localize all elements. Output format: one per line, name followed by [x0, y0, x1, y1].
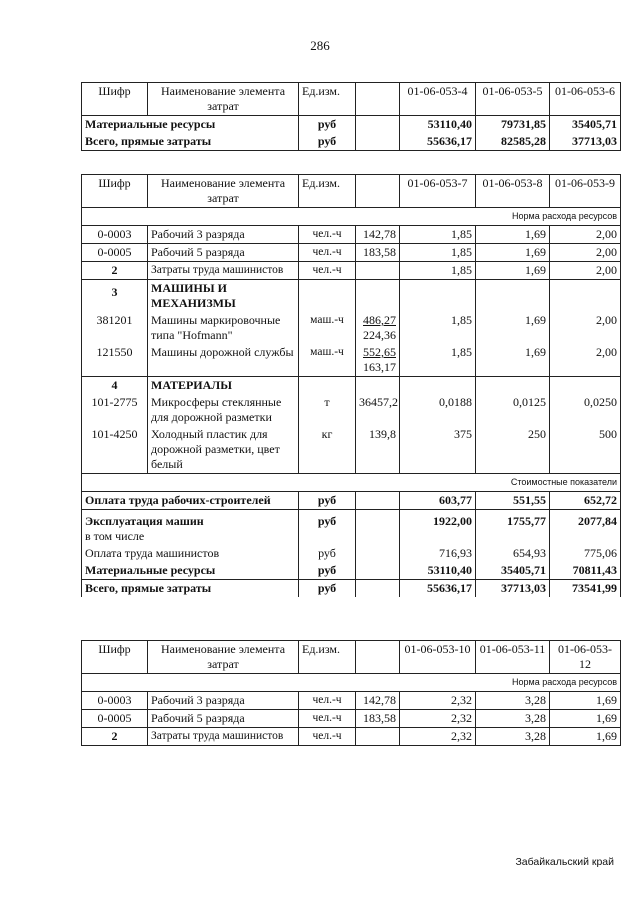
norm-label-row	[82, 208, 621, 226]
table-row	[82, 312, 621, 344]
row-value-2: 79731,85	[476, 116, 550, 134]
row-value-2: 1,69	[476, 312, 550, 344]
row-price: 183,58	[356, 244, 400, 262]
header-unit: Ед.изм.	[299, 175, 356, 208]
row-name: Материальные ресурсы	[82, 116, 299, 134]
table-row	[82, 394, 621, 426]
cost-label: Стоимостные показатели	[82, 474, 621, 492]
cost-value-1: 53110,40	[400, 562, 476, 580]
row-code: 2	[82, 728, 148, 746]
cost-unit: руб	[299, 580, 356, 598]
row-price: 486,27 224,36	[356, 312, 400, 344]
table-row	[82, 133, 621, 151]
row-code: 121550	[82, 344, 148, 377]
header-price	[356, 175, 400, 208]
cost-name: Оплата труда машинистов	[82, 545, 299, 562]
row-value-3: 35405,71	[550, 116, 621, 134]
row-code: 101-2775	[82, 394, 148, 426]
cost-value-2: 37713,03	[476, 580, 550, 598]
cost-name: Всего, прямые затраты	[82, 580, 299, 598]
row-value-3: 1,69	[550, 728, 621, 746]
row-unit: чел.-ч	[299, 244, 356, 262]
row-name: Микросферы стеклянные для дорожной разметки	[148, 394, 299, 426]
cost-value-2: 1755,77	[476, 510, 550, 546]
row-price: 552,65 163,17	[356, 344, 400, 377]
section-code: 4	[82, 377, 148, 395]
cost-row	[82, 510, 621, 546]
row-value-2: 250	[476, 426, 550, 474]
header-name: Наименование элемента затрат	[148, 83, 299, 116]
row-code: 381201	[82, 312, 148, 344]
section-title: МАШИНЫ И МЕХАНИЗМЫ	[148, 280, 299, 313]
norm-label-row	[82, 674, 621, 692]
row-price: 183,58	[356, 710, 400, 728]
header-code-1: 01-06-053-4	[400, 83, 476, 116]
row-name: Холодный пластик для дорожной разметки, цвет белый	[148, 426, 299, 474]
section-title: МАТЕРИАЛЫ	[148, 377, 299, 395]
row-unit: маш.-ч	[299, 344, 356, 377]
header-code: Шифр	[82, 175, 148, 208]
cost-label-row	[82, 474, 621, 492]
cost-row	[82, 492, 621, 510]
table-row	[82, 116, 621, 134]
section-code: 3	[82, 280, 148, 313]
row-value-2: 0,0125	[476, 394, 550, 426]
row-value-2: 3,28	[476, 728, 550, 746]
table-row	[82, 728, 621, 746]
row-name: Затраты труда машинистов	[148, 262, 299, 280]
section-row-materials	[82, 377, 621, 395]
cost-value-1: 603,77	[400, 492, 476, 510]
row-value-1: 53110,40	[400, 116, 476, 134]
header-name: Наименование элемента затрат	[148, 175, 299, 208]
header-code-2: 01-06-053-11	[476, 641, 550, 674]
cost-value-2: 35405,71	[476, 562, 550, 580]
header-name: Наименование элемента затрат	[148, 641, 299, 674]
table-2-header	[82, 175, 621, 208]
row-unit: маш.-ч	[299, 312, 356, 344]
row-unit: руб	[299, 116, 356, 134]
row-unit: чел.-ч	[299, 262, 356, 280]
row-value-3: 1,69	[550, 710, 621, 728]
row-price: 142,78	[356, 692, 400, 710]
row-value-1: 2,32	[400, 692, 476, 710]
table-row	[82, 710, 621, 728]
table-row	[82, 226, 621, 244]
table-row	[82, 244, 621, 262]
row-code: 2	[82, 262, 148, 280]
row-value-3: 2,00	[550, 312, 621, 344]
cost-row	[82, 562, 621, 580]
table-1-header	[82, 83, 621, 116]
cost-value-3: 2077,84	[550, 510, 621, 546]
row-code: 0-0003	[82, 692, 148, 710]
row-value-3: 500	[550, 426, 621, 474]
cost-row	[82, 545, 621, 562]
row-value-3: 37713,03	[550, 133, 621, 151]
row-unit: руб	[299, 133, 356, 151]
row-value-3: 2,00	[550, 244, 621, 262]
header-code: Шифр	[82, 641, 148, 674]
row-value-2: 1,69	[476, 262, 550, 280]
norm-label: Норма расхода ресурсов	[82, 674, 621, 692]
table-row	[82, 692, 621, 710]
row-name: Рабочий 5 разряда	[148, 244, 299, 262]
row-unit: чел.-ч	[299, 728, 356, 746]
row-value-1: 375	[400, 426, 476, 474]
row-value-1: 1,85	[400, 226, 476, 244]
row-code: 101-4250	[82, 426, 148, 474]
header-unit: Ед.изм.	[299, 83, 356, 116]
row-value-1: 2,32	[400, 710, 476, 728]
row-price: 139,8	[356, 426, 400, 474]
row-value-1: 1,85	[400, 344, 476, 377]
header-code-2: 01-06-053-5	[476, 83, 550, 116]
row-unit: чел.-ч	[299, 692, 356, 710]
table-3	[81, 640, 621, 746]
row-value-1: 55636,17	[400, 133, 476, 151]
row-unit: чел.-ч	[299, 226, 356, 244]
row-value-2: 3,28	[476, 692, 550, 710]
row-unit: т	[299, 394, 356, 426]
row-value-1: 1,85	[400, 244, 476, 262]
row-value-1: 1,85	[400, 312, 476, 344]
header-price	[356, 83, 400, 116]
row-value-1: 0,0188	[400, 394, 476, 426]
row-value-3: 2,00	[550, 262, 621, 280]
cost-unit: руб	[299, 562, 356, 580]
table-1	[81, 82, 621, 151]
page-number: 286	[310, 38, 330, 53]
cost-name: Эксплуатация машин в том числе	[82, 510, 299, 546]
row-price: 36457,2	[356, 394, 400, 426]
row-name: Рабочий 3 разряда	[148, 226, 299, 244]
cost-value-2: 654,93	[476, 545, 550, 562]
row-code: 0-0003	[82, 226, 148, 244]
row-value-3: 1,69	[550, 692, 621, 710]
cost-name: Материальные ресурсы	[82, 562, 299, 580]
cost-value-3: 73541,99	[550, 580, 621, 598]
row-value-2: 1,69	[476, 244, 550, 262]
cost-unit: руб	[299, 545, 356, 562]
header-code-1: 01-06-053-10	[400, 641, 476, 674]
cost-unit: руб	[299, 510, 356, 546]
row-value-1: 2,32	[400, 728, 476, 746]
cost-unit: руб	[299, 492, 356, 510]
row-name: Всего, прямые затраты	[82, 133, 299, 151]
row-value-2: 1,69	[476, 226, 550, 244]
header-price	[356, 641, 400, 674]
footer-region: Забайкальский край	[515, 856, 614, 868]
row-unit: чел.-ч	[299, 710, 356, 728]
table-row	[82, 426, 621, 474]
section-row-machines	[82, 280, 621, 313]
header-code-3: 01-06-053-6	[550, 83, 621, 116]
row-code: 0-0005	[82, 244, 148, 262]
cost-row	[82, 580, 621, 598]
row-unit: кг	[299, 426, 356, 474]
header-unit: Ед.изм.	[299, 641, 356, 674]
table-3-header	[82, 641, 621, 674]
row-value-3: 0,0250	[550, 394, 621, 426]
header-code-3: 01-06-053-9	[550, 175, 621, 208]
row-price: 142,78	[356, 226, 400, 244]
row-name: Затраты труда машинистов	[148, 728, 299, 746]
row-value-2: 82585,28	[476, 133, 550, 151]
row-value-2: 3,28	[476, 710, 550, 728]
cost-value-2: 551,55	[476, 492, 550, 510]
cost-value-3: 775,06	[550, 545, 621, 562]
row-code: 0-0005	[82, 710, 148, 728]
row-value-1: 1,85	[400, 262, 476, 280]
row-value-3: 2,00	[550, 344, 621, 377]
cost-value-3: 70811,43	[550, 562, 621, 580]
row-name: Машины дорожной службы	[148, 344, 299, 377]
row-name: Машины маркировочные типа "Hofmann"	[148, 312, 299, 344]
norm-label: Норма расхода ресурсов	[82, 208, 621, 226]
cost-value-1: 1922,00	[400, 510, 476, 546]
header-code-1: 01-06-053-7	[400, 175, 476, 208]
row-name: Рабочий 3 разряда	[148, 692, 299, 710]
table-row	[82, 344, 621, 377]
cost-value-3: 652,72	[550, 492, 621, 510]
cost-value-1: 716,93	[400, 545, 476, 562]
header-code-3: 01-06-053-12	[550, 641, 621, 674]
table-2	[81, 174, 621, 597]
table-row	[82, 262, 621, 280]
row-value-2: 1,69	[476, 344, 550, 377]
row-name: Рабочий 5 разряда	[148, 710, 299, 728]
row-value-3: 2,00	[550, 226, 621, 244]
cost-name: Оплата труда рабочих-строителей	[82, 492, 299, 510]
header-code-2: 01-06-053-8	[476, 175, 550, 208]
cost-value-1: 55636,17	[400, 580, 476, 598]
header-code: Шифр	[82, 83, 148, 116]
